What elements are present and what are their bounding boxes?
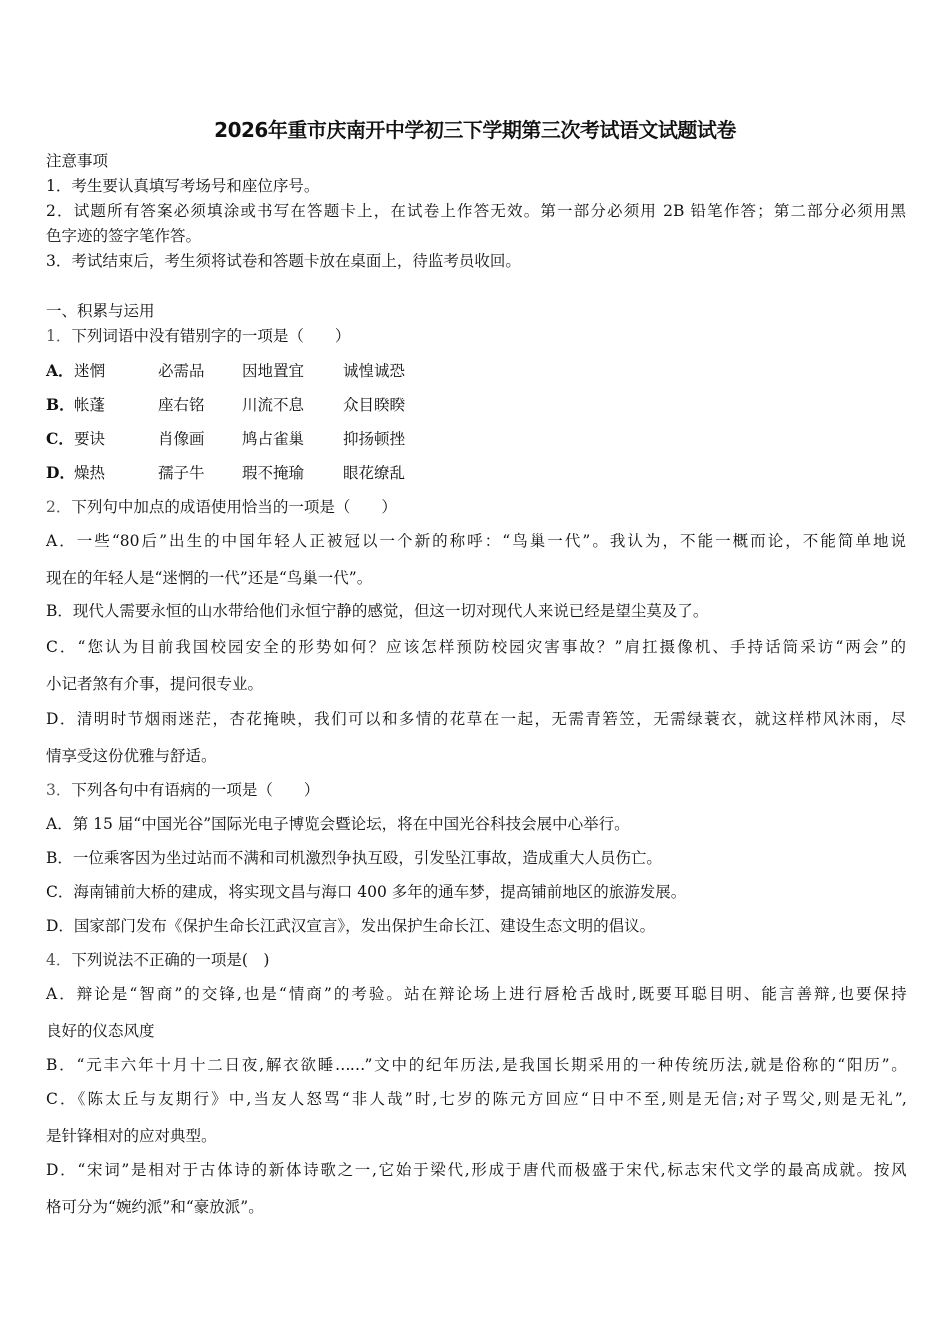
option-word: 要诀 — [74, 430, 106, 448]
question-text: 下列说法不正确的一项是( ) — [71, 951, 270, 969]
notice-line: 3．考试结束后，考生须将试卷和答题卡放在桌面上，待监考员收回。 — [46, 252, 521, 270]
section-heading: 一、积累与运用 — [46, 302, 155, 320]
option-word: 诚惶诚恐 — [343, 362, 406, 380]
q3-line: C．海南铺前大桥的建成，将实现文昌与海口 400 多年的通车梦，提高铺前地区的旅游发展。 — [46, 883, 687, 901]
option-word: 孺子牛 — [158, 464, 205, 482]
q4-line: 良好的仪态风度 — [46, 1022, 155, 1040]
page-title: 2026年重市庆南开中学初三下学期第三次考试语文试题试卷 — [214, 118, 736, 142]
q3-line: A．第 15 届“中国光谷”国际光电子博览会暨论坛，将在中国光谷科技会展中心举行。 — [46, 815, 630, 833]
q2-line: C．“您认为目前我国校园安全的形势如何？应该怎样预防校园灾害事故？”肩扛摄像机、手持话筒采访“两会”的 — [46, 638, 906, 656]
q4-line: C．《陈太丘与友期行》中,当友人怒骂“非人哉”时,七岁的陈元方回应“日中不至,则是无信;对子骂父,则是无礼”, — [46, 1090, 906, 1108]
q4-line: 是针锋相对的应对典型。 — [46, 1127, 217, 1145]
notice-line: 2．试题所有答案必须填涂或书写在答题卡上，在试卷上作答无效。第一部分必须用 2B 铅笔作答；第二部分必须用黑 — [46, 202, 906, 220]
option-word: 帐蓬 — [74, 396, 106, 414]
q2-line: 现在的年轻人是“迷惘的一代”还是“鸟巢一代”。 — [46, 569, 373, 587]
option-label: D． — [46, 463, 75, 482]
option-word: 燥热 — [74, 464, 106, 482]
q2-line: 小记者煞有介事，提问很专业。 — [46, 675, 264, 693]
option-word: 抑扬顿挫 — [343, 430, 406, 448]
q2-line: A．一些“80后”出生的中国年轻人正被冠以一个新的称呼：“鸟巢一代”。我认为，不能一概而论，不能简单地说 — [46, 532, 906, 550]
q4-line: D．“宋词”是相对于古体诗的新体诗歌之一,它始于梁代,形成于唐代而极盛于宋代,标志宋代文学的最高成就。按风 — [46, 1161, 906, 1179]
question-text: 下列词语中没有错别字的一项是（ ） — [71, 327, 351, 345]
q3-line: D．国家部门发布《保护生命长江武汉宣言》，发出保护生命长江、建设生态文明的倡议。 — [46, 917, 656, 935]
question-1-stem — [46, 326, 906, 346]
option-word: 必需品 — [158, 362, 205, 380]
option-word: 眼花缭乱 — [343, 464, 406, 482]
question-text: 下列各句中有语病的一项是（ ） — [71, 781, 320, 799]
option-label: C． — [46, 429, 74, 448]
q4-line: B．“元丰六年十月十二日夜,解衣欲睡……”文中的纪年历法,是我国长期采用的一种传统历法,就是俗称的“阳历”。 — [46, 1056, 906, 1074]
option-word: 瑕不掩瑜 — [242, 464, 305, 482]
question-text: 下列句中加点的成语使用恰当的一项是（ ） — [71, 498, 397, 516]
question-4-stem — [46, 950, 906, 970]
q1-option-c — [46, 429, 906, 449]
question-2-stem — [46, 497, 906, 517]
q3-line: B．一位乘客因为坐过站而不满和司机激烈争执互殴，引发坠江事故，造成重大人员伤亡。 — [46, 849, 662, 867]
q2-line: B．现代人需要永恒的山水带给他们永恒宁静的感觉，但这一切对现代人来说已经是望尘莫及了。 — [46, 602, 709, 620]
notice-line: 色字迹的签字笔作答。 — [46, 227, 202, 245]
question-number: 3． — [46, 781, 72, 799]
q2-line: D．清明时节烟雨迷茫，杏花掩映，我们可以和多情的花草在一起，无需青箬笠，无需绿蓑衣，就这样栉风沐雨，尽 — [46, 710, 906, 728]
option-word: 因地置宜 — [242, 362, 305, 380]
question-3-stem — [46, 780, 906, 800]
option-word: 川流不息 — [242, 396, 305, 414]
q4-line: A．辩论是“智商”的交锋,也是“情商”的考验。站在辩论场上进行唇枪舌战时,既要耳聪目明、能言善辩,也要保持 — [46, 985, 906, 1003]
option-word: 迷惘 — [74, 362, 106, 380]
q1-option-b — [46, 395, 906, 415]
q1-option-d — [46, 463, 906, 483]
question-number: 2． — [46, 498, 72, 516]
option-word: 肖像画 — [158, 430, 205, 448]
option-word: 座右铭 — [158, 396, 205, 414]
notice-line: 1．考生要认真填写考场号和座位序号。 — [46, 177, 320, 195]
question-number: 4． — [46, 951, 72, 969]
option-label: A． — [46, 361, 74, 380]
option-word: 众目睽睽 — [343, 396, 406, 414]
question-number: 1． — [46, 327, 72, 345]
q1-option-a — [46, 361, 906, 381]
q2-line: 情享受这份优雅与舒适。 — [46, 747, 217, 765]
option-word: 鸠占雀巢 — [242, 430, 305, 448]
q4-line: 格可分为“婉约派”和“豪放派”。 — [46, 1198, 264, 1216]
option-label: B． — [46, 395, 75, 414]
notice-heading: 注意事项 — [46, 152, 109, 170]
